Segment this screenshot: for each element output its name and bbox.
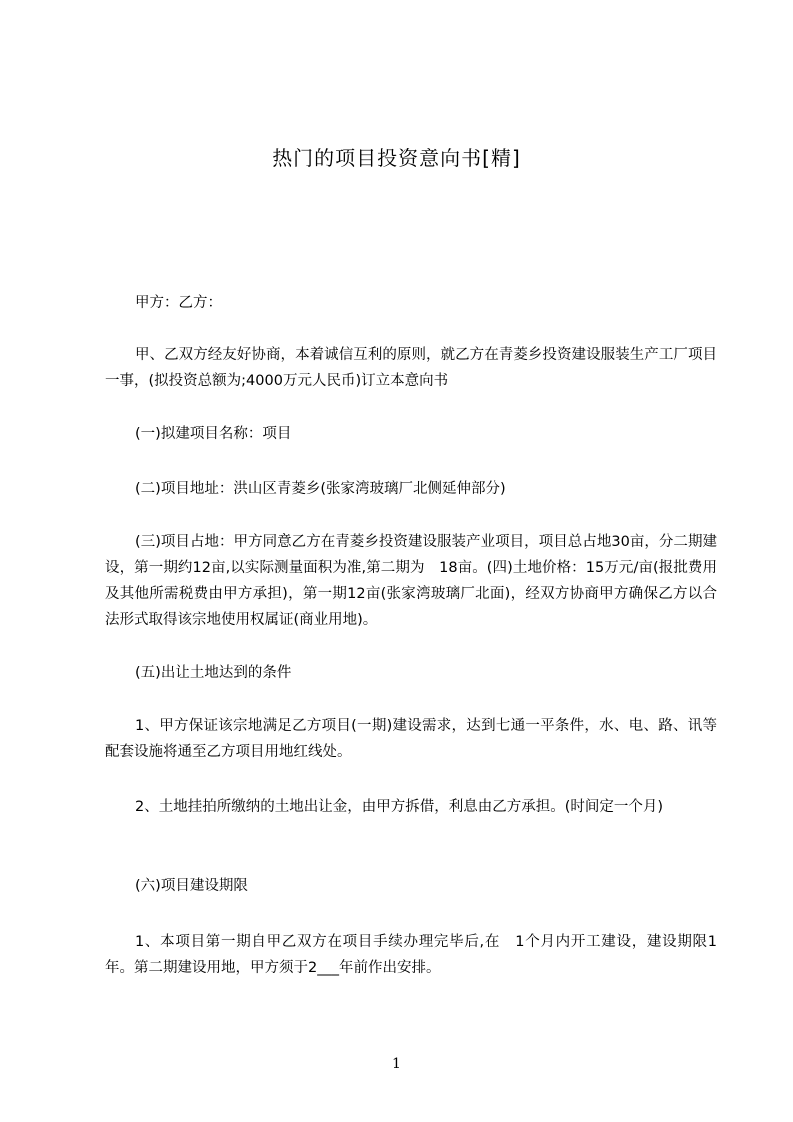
condition-item-1: 1、甲方保证该宗地满足乙方项目(一期)建设需求，达到七通一平条件，水、电、路、讯等配套设施将通至乙方项目用地红线处。 — [105, 718, 717, 760]
section-land-conditions: (五)出让土地达到的条件 — [135, 665, 292, 681]
period-item-1: 1、本项目第一期自甲乙双方在项目手续办理完毕后,在 1个月内开工建设，建设期限1年。第二期建设用地，甲方须于2___年前作出安排。 — [105, 934, 717, 976]
section-project-name: (一)拟建项目名称：项目 — [135, 426, 292, 442]
section-construction-period: (六)项目建设期限 — [135, 878, 248, 894]
intro-paragraph: 甲、乙双方经友好协商，本着诚信互利的原则，就乙方在青菱乡投资建设服装生产工厂项目一事，(拟投资总额为;4000万元人民币)订立本意向书 — [105, 347, 717, 389]
parties-line: 甲方：乙方： — [135, 295, 222, 311]
section-project-address: (二)项目地址：洪山区青菱乡(张家湾玻璃厂北侧延伸部分) — [135, 481, 506, 497]
page-number: 1 — [392, 1056, 401, 1072]
condition-item-2: 2、土地挂拍所缴纳的土地出让金，由甲方拆借，利息由乙方承担。(时间定一个月) — [135, 799, 664, 815]
section-land-area-price: (三)项目占地：甲方同意乙方在青菱乡投资建设服装产业项目，项目总占地30亩，分二期建设，第一期约12亩,以实际测量面积为准,第二期为 18亩。(四)土地价格：15万元/亩(报批费用及其他所需税费由甲方承担)，第一期12亩(张家湾玻璃厂北面)，经双方协商甲方确保乙方以合法形式取得该宗地使用权属证(商业用地)。 — [105, 534, 717, 628]
document-title: 热门的项目投资意向书[精] — [272, 146, 521, 170]
